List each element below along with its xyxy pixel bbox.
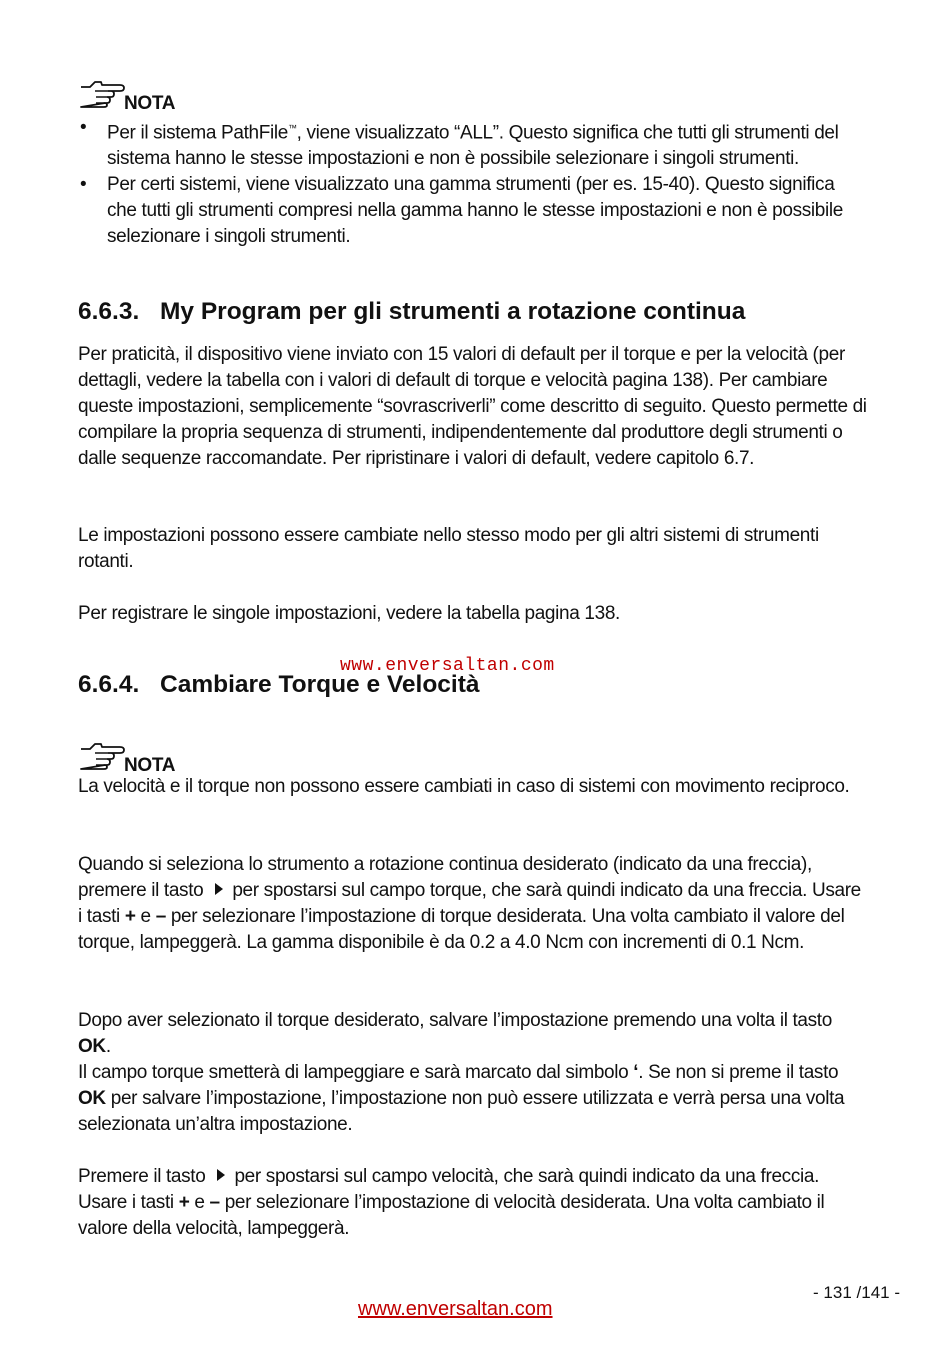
triangle-right-icon xyxy=(217,1169,225,1181)
paragraph: Per praticità, il dispositivo viene inviato con 15 valori di default per il torque e per la velocità (per dettagli, vedere la tabella con i valori di default di torque e velocità pagina 138). Per cambiare queste impostazioni, semplicemente “sovrascriverli” come descritto di seguito. Questo permette di compilare la propria sequenza di strumenti, indipendentemente dal produttore degli strumenti o dalle sequenze raccomandate. Per ripristinare i valori di default, vedere capitolo 6.7. xyxy=(78,344,867,469)
paragraph: Dopo aver selezionato il torque desiderato, salvare l’impostazione premendo una volta il tasto OK. Il campo torque smetterà di lampeggiare e sarà marcato dal simbolo ‘. Se non si preme il tasto OK per salvare l’impostazione, l’impostazione non può essere utilizzata e verrà persa una volta selezionata un’altra impostazione. xyxy=(78,1010,845,1135)
bullet-icon: • xyxy=(80,174,87,196)
note-label: NOTA xyxy=(124,93,176,114)
note-bullet-list xyxy=(78,115,868,250)
paragraph: Quando si seleziona lo strumento a rotazione continua desiderato (indicato da una freccia), premere il tasto per spostarsi sul campo torque, che sarà quindi indicato da una freccia. Usare i tasti + e – per selezionare l’impostazione di torque desiderata. Una volta cambiato il valore del torque, lampeggerà. La gamma disponibile è da 0.2 a 4.0 Ncm con incrementi di 0.1 Ncm. xyxy=(78,854,861,953)
note-header xyxy=(78,740,176,776)
watermark-link[interactable]: www.enversaltan.com xyxy=(358,1298,553,1320)
paragraph: La velocità e il torque non possono essere cambiati in caso di sistemi con movimento reciproco. xyxy=(78,776,850,797)
watermark-text: www.enversaltan.com xyxy=(340,656,555,676)
list-item: • Per il sistema PathFile™, viene visualizzato “ALL”. Questo significa che tutti gli strumenti del sistema hanno le stesse impostazioni e non è possibile selezionare i singoli strumenti. xyxy=(80,117,839,170)
section-heading-663: 6.6.3. My Program per gli strumenti a rotazione continua xyxy=(78,298,746,325)
section-heading-664: 6.6.4. Cambiare Torque e Velocità xyxy=(78,671,480,698)
list-item: • Per certi sistemi, viene visualizzato una gamma strumenti (per es. 15-40). Questo significa che tutti gli strumenti compresi nella gamma hanno le stesse impostazioni e non è possibile selezionare i singoli strumenti. xyxy=(80,174,843,248)
paragraph: Premere il tasto per spostarsi sul campo velocità, che sarà quindi indicato da una freccia. Usare i tasti + e – per selezionare l’impostazione di velocità desiderata. Una volta cambiato il valore della velocità, lampeggerà. xyxy=(78,1166,825,1239)
pointing-hand-icon xyxy=(78,78,128,108)
paragraph: Per registrare le singole impostazioni, vedere la tabella pagina 138. xyxy=(78,603,620,624)
triangle-right-icon xyxy=(215,883,223,895)
bullet-icon: • xyxy=(80,117,87,138)
note-label: NOTA xyxy=(124,755,176,776)
note-header xyxy=(78,78,176,114)
page-number: - 131 /141 - xyxy=(813,1283,900,1302)
pointing-hand-icon xyxy=(78,740,128,770)
paragraph: Le impostazioni possono essere cambiate nello stesso modo per gli altri sistemi di strumenti rotanti. xyxy=(78,525,819,572)
